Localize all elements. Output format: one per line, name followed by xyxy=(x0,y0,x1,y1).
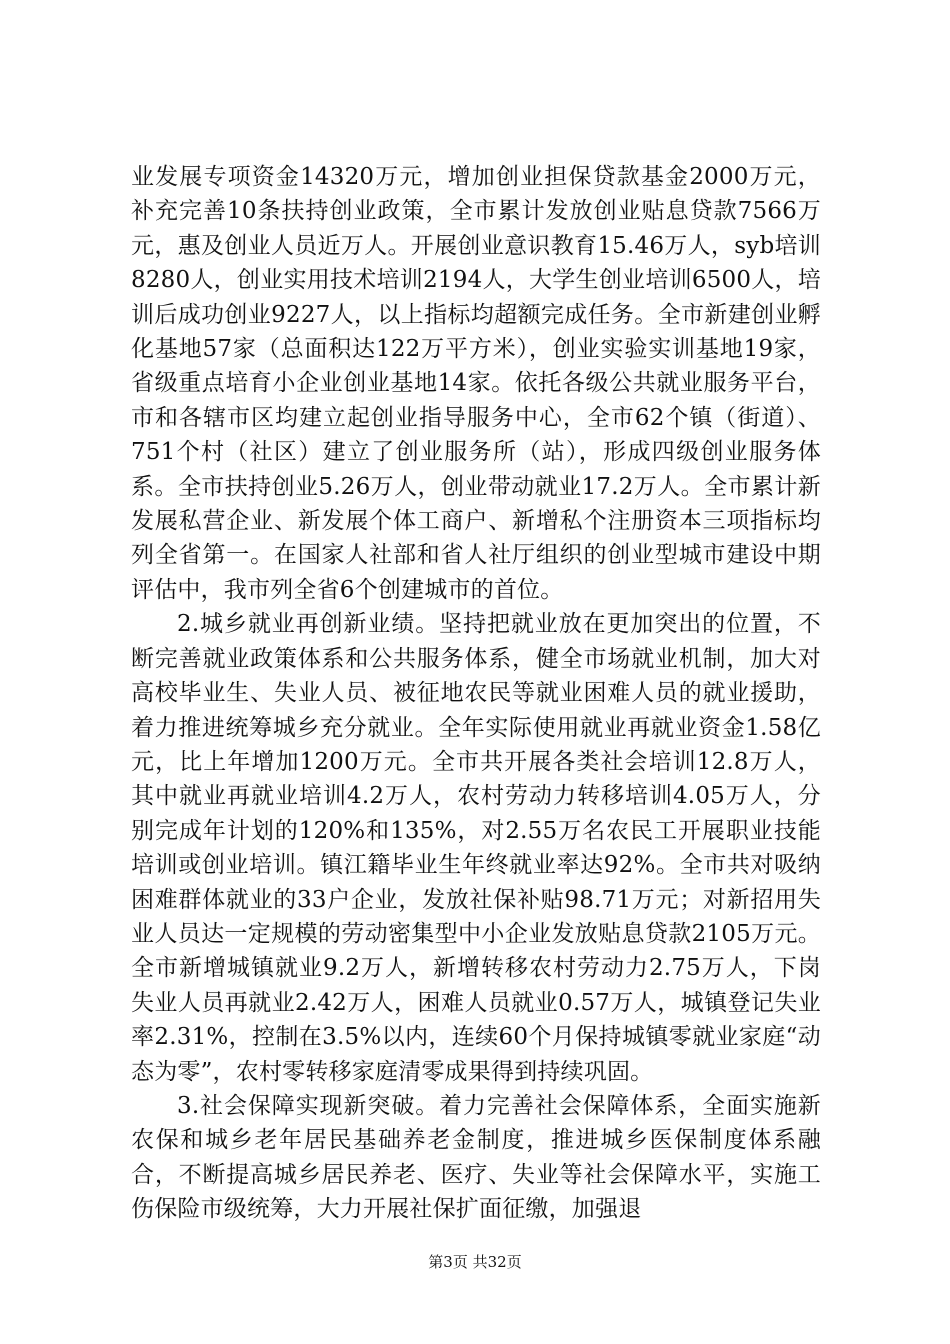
page-number-footer: 第3页 共32页 xyxy=(428,1253,522,1271)
paragraph-employment: 2.城乡就业再创新业绩。坚持把就业放在更加突出的位置，不断完善就业政策体系和公共服务体系，健全市场就业机制，加大对高校毕业生、失业人员、被征地农民等就业困难人员的就业援助，着力推进统筹城乡充分就业。全年实际使用就业再就业资金1.58亿元，比上年增加1200万元。全市共开展各类社会培训12.8万人，其中就业再就业培训4.2万人，农村劳动力转移培训4.05万人，分别完成年计划的120%和135%，对2.55万名农民工开展职业技能培训或创业培训。镇江籍毕业生年终就业率达92%。全市共对吸纳困难群体就业的33户企业，发放社保补贴98.71万元；对新招用失业人员达一定规模的劳动密集型中小企业发放贴息贷款2105万元。全市新增城镇就业9.2万人，新增转移农村劳动力2.75万人，下岗失业人员再就业2.42万人，困难人员就业0.57万人，城镇登记失业率2.31%，控制在3.5%以内，连续60个月保持城镇零就业家庭“动态为零”，农村零转移家庭清零成果得到持续巩固。 xyxy=(131,611,821,1085)
paragraph-social-security: 3.社会保障实现新突破。着力完善社会保障体系，全面实施新农保和城乡老年居民基础养老金制度，推进城乡医保制度体系融合，不断提高城乡居民养老、医疗、失业等社会保障水平，实施工伤保险市级统筹，大力开展社保扩面征缴，加强退 xyxy=(131,1092,821,1223)
document-body xyxy=(131,160,821,1227)
paragraph-entrepreneurship: 业发展专项资金14320万元，增加创业担保贷款基金2000万元，补充完善10条扶持创业政策，全市累计发放创业贴息贷款7566万元，惠及创业人员近万人。开展创业意识教育15.46万人，syb培训8280人，创业实用技术培训2194人，大学生创业培训6500人，培训后成功创业9227人，以上指标均超额完成任务。全市新建创业孵化基地57家（总面积达122万平方米），创业实验实训基地19家，省级重点培育小企业创业基地14家。依托各级公共就业服务平台，市和各辖市区均建立起创业指导服务中心，全市62个镇（街道）、751个村（社区）建立了创业服务所（站），形成四级创业服务体系。全市扶持创业5.26万人，创业带动就业17.2万人。全市累计新发展私营企业、新发展个体工商户、新增私个注册资本三项指标均列全省第一。在国家人社部和省人社厅组织的创业型城市建设中期评估中，我市列全省6个创建城市的首位。 xyxy=(131,164,821,603)
